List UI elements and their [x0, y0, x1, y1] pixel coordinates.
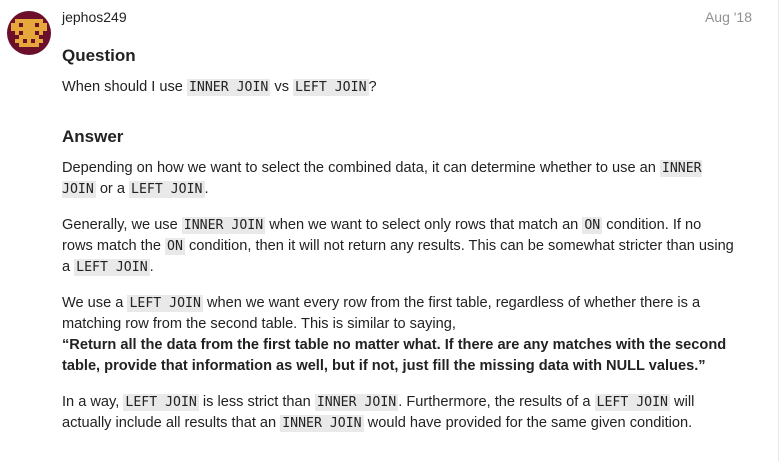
- post-date[interactable]: Aug '18: [704, 9, 752, 25]
- answer-quote: “Return all the data from the first table no matter what. If there are any matches with the second table, provide that information as well, but if not, just fill the missing data with NULL values.”: [62, 337, 727, 374]
- question-text: When should I use INNER JOIN vs LEFT JOIN ?: [62, 79, 377, 95]
- answer-paragraph-1: Depending on how we want to select the combined data, it can determine whether to use an INNER JOIN or a LEFT JOIN .: [62, 160, 702, 197]
- question-heading: Question: [62, 46, 136, 65]
- answer-paragraph-4: In a way, LEFT JOIN is less strict than INNER JOIN . Furthermore, the results of a LEFT JOIN will actually include all results that an INNER JOIN would have provided for the same given condition.: [62, 394, 695, 431]
- username-link[interactable]: jephos249: [62, 9, 127, 25]
- avatar[interactable]: [7, 11, 51, 55]
- answer-heading: Answer: [62, 127, 124, 146]
- avatar-pixel-art-icon: [7, 11, 51, 55]
- answer-paragraph-3: We use a LEFT JOIN when we want every row from the first table, regardless of whether there is a matching row from the second table. This is similar to saying, “Return all the data from the first table no matter what. If there are any matches with the second table, provide that information as well, but if not, just fill the missing data with NULL values.”: [62, 295, 727, 374]
- answer-paragraph-2: Generally, we use INNER JOIN when we want to select only rows that match an ON condition. If no rows match the ON condition, then it will not return any results. This can be somewhat stricter than using a LEFT JOIN .: [62, 217, 734, 275]
